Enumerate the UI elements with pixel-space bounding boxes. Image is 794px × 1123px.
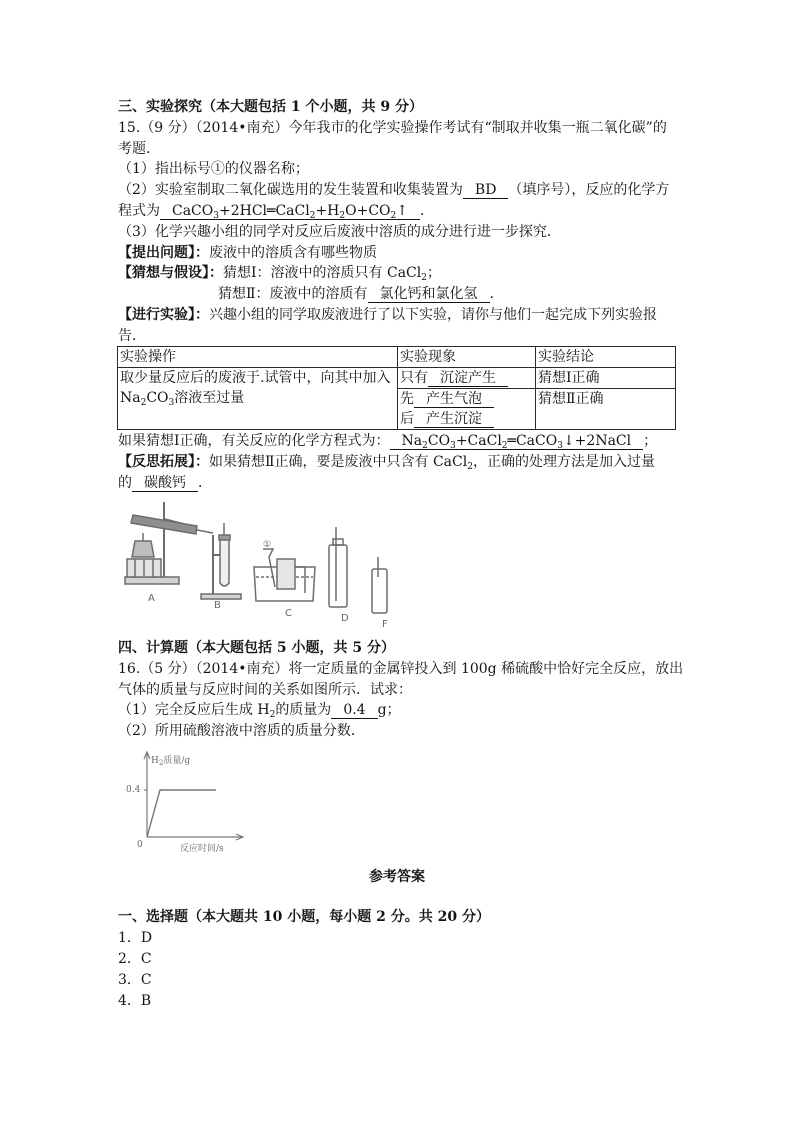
apparatus-f-bottle xyxy=(372,569,387,613)
section-4-heading: 四、计算题（本大题包括 5 小题，共 5 分） xyxy=(118,640,395,656)
subscript: 2 xyxy=(422,441,428,451)
q15-part-2-line-2: 程式为 $CaCO_3+2HCl═CaCl_2+H_2O+CO_2↑$ ． xyxy=(118,202,434,221)
answer-key-title: 参考答案 xyxy=(369,869,425,885)
apparatus-d xyxy=(329,527,347,607)
experiment-report-table xyxy=(117,346,676,430)
hydrogen-mass-graph xyxy=(118,748,248,860)
q15-part-2-line-1: （2）实验室制取二氧化碳选用的发生装置和收集装置为 BD （填序号），反应的化学方 xyxy=(118,182,670,199)
answer-item: 2．C xyxy=(118,951,152,967)
subscript: 2 xyxy=(501,441,508,451)
subscript: 2 xyxy=(309,210,316,221)
hypothesis-tag: 【猜想与假设】： xyxy=(118,265,223,282)
cell-phenomenon-2 xyxy=(398,389,536,430)
answer-blank: $Na_2CO_3+CaCl_2═CaCO_3↓+2NaCl$ xyxy=(390,433,644,450)
raise-question-line xyxy=(118,243,669,264)
label-a: A xyxy=(148,593,155,604)
answer-blank: 氯化钙和氯化氢 xyxy=(368,286,490,303)
header-conclusion: 实验结论 xyxy=(536,347,676,368)
apparatus-c-flask xyxy=(277,559,295,589)
label-d: D xyxy=(341,613,349,624)
subscript: 2 xyxy=(339,210,346,221)
subscript: 3 xyxy=(450,441,456,451)
graph-x-label: 反应时间/s xyxy=(180,844,224,854)
apparatus-f xyxy=(372,557,387,613)
apparatus-c xyxy=(254,549,315,601)
subscript: 2 xyxy=(158,759,164,767)
experiment-text: 兴趣小组的同学取废液进行了以下实验，请你与他们一起完成下列实验报 xyxy=(209,306,657,323)
q15-part-3: （3）化学兴趣小组的同学对反应后废液中溶质的成分进行进一步探究． xyxy=(118,223,561,240)
graph-y-tick-label: 0.4 xyxy=(126,785,141,795)
answer-blank: BD xyxy=(463,182,509,199)
answer-item: 3．C xyxy=(118,972,152,988)
answer-blank: $CaCO_3+2HCl═CaCl_2+H_2O+CO_2↑$ xyxy=(160,203,420,220)
q15-stem-line-1: 15.（9 分）（2014•南充）今年我市的化学实验操作考试有“制取并收集一瓶二氧化碳”的 xyxy=(118,119,667,136)
reflection-line-1 xyxy=(118,452,657,473)
section-3-experiment xyxy=(118,97,669,347)
answer-blank: 0.4 xyxy=(331,702,377,719)
graph-origin-label: 0 xyxy=(137,840,143,850)
apparatus-a xyxy=(125,502,213,584)
apparatus-b-stopper xyxy=(219,535,230,540)
reflection-text: 如果猜想Ⅱ正确，要是废液中只含有 CaCl$_2$，正确的处理方法是加入过量 xyxy=(209,453,655,472)
reflection-line-2: 的 碳酸钙 ． xyxy=(118,474,212,491)
long-neck-funnel xyxy=(263,549,275,587)
hypothesis-1-text: 猜想Ⅰ：溶液中的溶质只有 CaCl$_2$； xyxy=(223,265,441,284)
subscript: 2 xyxy=(421,273,427,284)
label-marker-1: ① xyxy=(263,540,272,550)
q15-part-1: （1）指出标号①的仪器名称； xyxy=(118,161,309,178)
answer-blank: 产生气泡 xyxy=(414,391,494,408)
apparatus-a-delivery-tube xyxy=(197,530,213,533)
raise-question-tag: 【提出问题】： xyxy=(118,244,209,261)
cell-conclusion-2: 猜想Ⅱ正确 xyxy=(536,389,676,430)
label-f: F xyxy=(382,619,388,629)
subscript: 2 xyxy=(390,210,397,221)
subscript: 2 xyxy=(140,398,147,408)
equation-line: 如果猜想Ⅰ正确，有关反应的化学方程式为： $Na_2CO_3+CaCl_2═CaCO_3↓+2NaCl$ ； xyxy=(118,433,658,451)
operation-line-1: 取少量反应后的废液于.试管中，向其中加入 xyxy=(120,370,391,386)
apparatus-b-test-tube xyxy=(220,539,229,586)
cell-conclusion-1: 猜想Ⅰ正确 xyxy=(536,368,676,389)
table-header-row xyxy=(118,347,676,368)
q16-stem-line-1: 16.（5 分）（2014•南充）将一定质量的金属锌投入到 100g 稀硫酸中恰好完全反应，放出 xyxy=(118,660,684,677)
subscript: 3 xyxy=(213,210,219,221)
section-4-calculation xyxy=(118,638,683,742)
apparatus-figure xyxy=(117,497,397,629)
apparatus-d-neck xyxy=(333,539,343,545)
apparatus-a-base xyxy=(125,577,179,584)
answer-key-section-1 xyxy=(118,907,490,1012)
reflection-tag: 【反思拓展】： xyxy=(118,453,209,470)
header-phenomenon: 实验现象 xyxy=(398,347,536,368)
apparatus-d-bottle xyxy=(329,545,347,607)
phenomenon-2-line-2: 后 产生沉淀 xyxy=(400,409,533,429)
cell-phenomenon-1: 只有 沉淀产生 xyxy=(398,368,536,389)
hypothesis-line-2: 猜想Ⅱ：废液中的溶质有 氯化钙和氯化氢 ． xyxy=(218,286,504,303)
subscript: 2 xyxy=(467,461,473,472)
cell-operation xyxy=(118,368,398,430)
answer-blank: 沉淀产生 xyxy=(428,370,508,387)
phenomenon-2-line-1: 先 产生气泡 xyxy=(400,389,533,409)
after-table-text xyxy=(118,431,657,493)
operation-line-2: $Na_2CO_3$溶液至过量 xyxy=(120,390,245,408)
label-b: B xyxy=(214,600,221,611)
subscript: 3 xyxy=(168,398,175,408)
answer-blank: 产生沉淀 xyxy=(414,411,494,428)
answer-section-1-heading: 一、选择题（本大题共 10 小题，每小题 2 分。共 20 分） xyxy=(118,909,490,925)
section-3-heading: 三、实验探究（本大题包括 1 个小题，共 9 分） xyxy=(118,99,423,115)
graph-y-label: $H_2$质量/g xyxy=(151,756,191,767)
answer-blank: 碳酸钙 xyxy=(132,475,198,492)
table-row xyxy=(118,368,676,389)
alcohol-lamp xyxy=(132,541,154,557)
apparatus-b xyxy=(201,523,241,599)
header-operation: 实验操作 xyxy=(118,347,398,368)
apparatus-c-tube xyxy=(295,567,305,593)
graph-curve xyxy=(147,790,216,837)
answer-item: 1．D xyxy=(118,930,153,946)
raise-question-text: 废液中的溶质含有哪些物质 xyxy=(209,244,377,261)
q16-stem-line-2: 气体的质量与反应时间的关系如图所示．试求： xyxy=(118,681,412,698)
label-c: C xyxy=(285,608,292,619)
answer-item: 4．B xyxy=(118,993,152,1009)
experiment-line-1 xyxy=(118,305,669,326)
q15-stem-line-2: 考题． xyxy=(118,140,160,157)
subscript: 2 xyxy=(269,710,276,721)
experiment-tag: 【进行实验】： xyxy=(118,306,209,323)
experiment-line-2: 告． xyxy=(118,327,146,344)
apparatus-b-base xyxy=(201,594,241,599)
hypothesis-line-1 xyxy=(118,263,669,284)
q16-part-1: （1）完全反应后生成 $H_2$的质量为 0.4 g； xyxy=(118,702,401,721)
subscript: 3 xyxy=(557,441,563,451)
q16-part-2: （2）所用硫酸溶液中溶质的质量分数． xyxy=(118,723,365,740)
